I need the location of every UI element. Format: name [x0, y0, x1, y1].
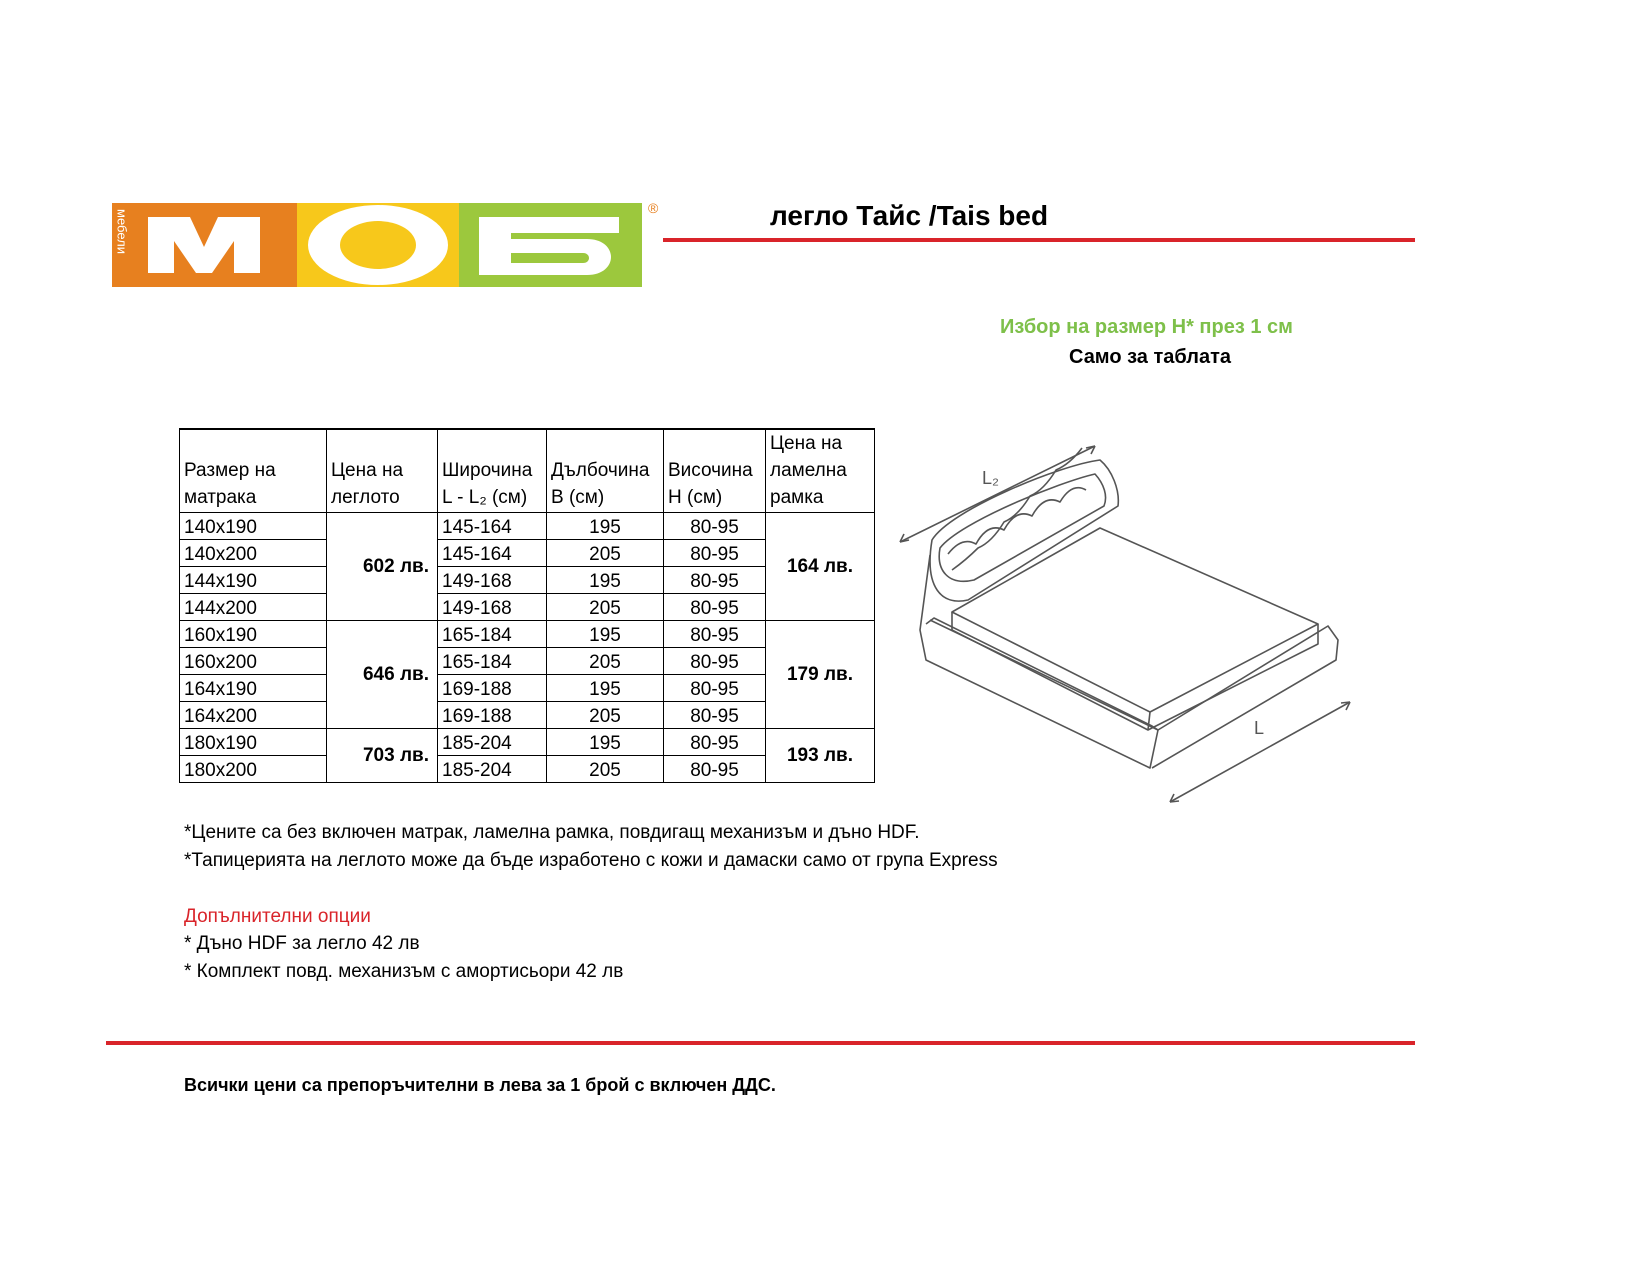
- bed-price: 646 лв.: [327, 621, 438, 729]
- header-width: Широчина L - L₂ (см): [438, 429, 547, 513]
- option-hdf-base: * Дъно HDF за легло 42 лв: [184, 933, 420, 954]
- mattress-size: 140x200: [180, 540, 327, 567]
- size-selection-note: Избор на размер H* през 1 см: [1000, 316, 1293, 338]
- mattress-size: 160x200: [180, 648, 327, 675]
- header-bed-price: Цена на леглото: [327, 429, 438, 513]
- width-range: 185-204: [438, 729, 547, 756]
- logo-letter-b: [459, 203, 642, 287]
- logo-vertical-text: мебели: [114, 209, 130, 254]
- width-range: 149-168: [438, 594, 547, 621]
- table-row: [180, 729, 875, 756]
- header-frame-price: Цена на ламелна рамка: [766, 429, 875, 513]
- depth-value: 205: [547, 540, 664, 567]
- width-range: 165-184: [438, 621, 547, 648]
- mattress-size: 144x200: [180, 594, 327, 621]
- bed-price: 703 лв.: [327, 729, 438, 783]
- depth-value: 195: [547, 621, 664, 648]
- company-logo: [112, 200, 659, 287]
- registered-mark: ®: [648, 200, 659, 216]
- header-mattress-size: Размер на матрака: [180, 429, 327, 513]
- mattress-size: 164x200: [180, 702, 327, 729]
- height-range: 80-95: [664, 729, 766, 756]
- header-depth: Дълбочина B (см): [547, 429, 664, 513]
- mattress-size: 160x190: [180, 621, 327, 648]
- logo-yellow-block: [297, 203, 459, 287]
- width-range: 165-184: [438, 648, 547, 675]
- height-range: 80-95: [664, 756, 766, 783]
- depth-value: 195: [547, 513, 664, 540]
- footer-divider: [106, 1041, 1415, 1045]
- width-range: 185-204: [438, 756, 547, 783]
- logo-orange-block: [112, 203, 297, 287]
- height-range: 80-95: [664, 540, 766, 567]
- table-row: [180, 621, 875, 648]
- height-range: 80-95: [664, 594, 766, 621]
- width-range: 145-164: [438, 540, 547, 567]
- depth-value: 205: [547, 702, 664, 729]
- page-title: легло Тайс /Tais bed: [770, 200, 1049, 231]
- dimension-label-l2: L₂: [982, 468, 999, 488]
- dimension-label-l: L: [1254, 718, 1265, 738]
- height-range: 80-95: [664, 621, 766, 648]
- width-range: 169-188: [438, 702, 547, 729]
- bed-price: 602 лв.: [327, 513, 438, 621]
- width-range: 169-188: [438, 675, 547, 702]
- depth-value: 205: [547, 756, 664, 783]
- note-price-exclusions: *Цените са без включен матрак, ламелна рамка, повдигащ механизъм и дъно HDF.: [184, 822, 920, 843]
- table-header-row: [180, 429, 875, 513]
- height-range: 80-95: [664, 567, 766, 594]
- mattress-size: 180x190: [180, 729, 327, 756]
- frame-price: 179 лв.: [766, 621, 875, 729]
- width-range: 145-164: [438, 513, 547, 540]
- depth-value: 195: [547, 567, 664, 594]
- depth-value: 195: [547, 729, 664, 756]
- headboard-only-note: Само за таблата: [1069, 346, 1231, 368]
- mattress-size: 180x200: [180, 756, 327, 783]
- frame-price: 164 лв.: [766, 513, 875, 621]
- mattress-top: [952, 528, 1318, 712]
- depth-value: 205: [547, 648, 664, 675]
- price-table: [179, 428, 875, 783]
- logo-green-block: [459, 203, 642, 287]
- frame-price: 193 лв.: [766, 729, 875, 783]
- bed-diagram: [890, 430, 1370, 810]
- depth-value: 205: [547, 594, 664, 621]
- width-range: 149-168: [438, 567, 547, 594]
- note-upholstery: *Тапицерията на леглото може да бъде изработено с кожи и дамаски само от група Express: [184, 850, 998, 871]
- header-divider: [663, 238, 1415, 242]
- depth-value: 195: [547, 675, 664, 702]
- additional-options-title: Допълнителни опции: [184, 906, 371, 927]
- height-range: 80-95: [664, 675, 766, 702]
- mattress-size: 140x190: [180, 513, 327, 540]
- table-row: [180, 513, 875, 540]
- bed-frame-left: [920, 555, 1158, 768]
- height-range: 80-95: [664, 702, 766, 729]
- dimension-line-l: [1170, 702, 1350, 802]
- mattress-size: 164x190: [180, 675, 327, 702]
- height-range: 80-95: [664, 648, 766, 675]
- footer-vat-note: Всички цени са препоръчителни в лева за 1 брой с включен ДДС.: [184, 1075, 776, 1095]
- height-range: 80-95: [664, 513, 766, 540]
- mattress-size: 144x190: [180, 567, 327, 594]
- header-height: Височина H (см): [664, 429, 766, 513]
- logo-letter-o: [297, 203, 459, 287]
- logo-letter-m: [112, 203, 297, 287]
- option-lift-mechanism: * Комплект повд. механизъм с амортисьори 42 лв: [184, 961, 624, 982]
